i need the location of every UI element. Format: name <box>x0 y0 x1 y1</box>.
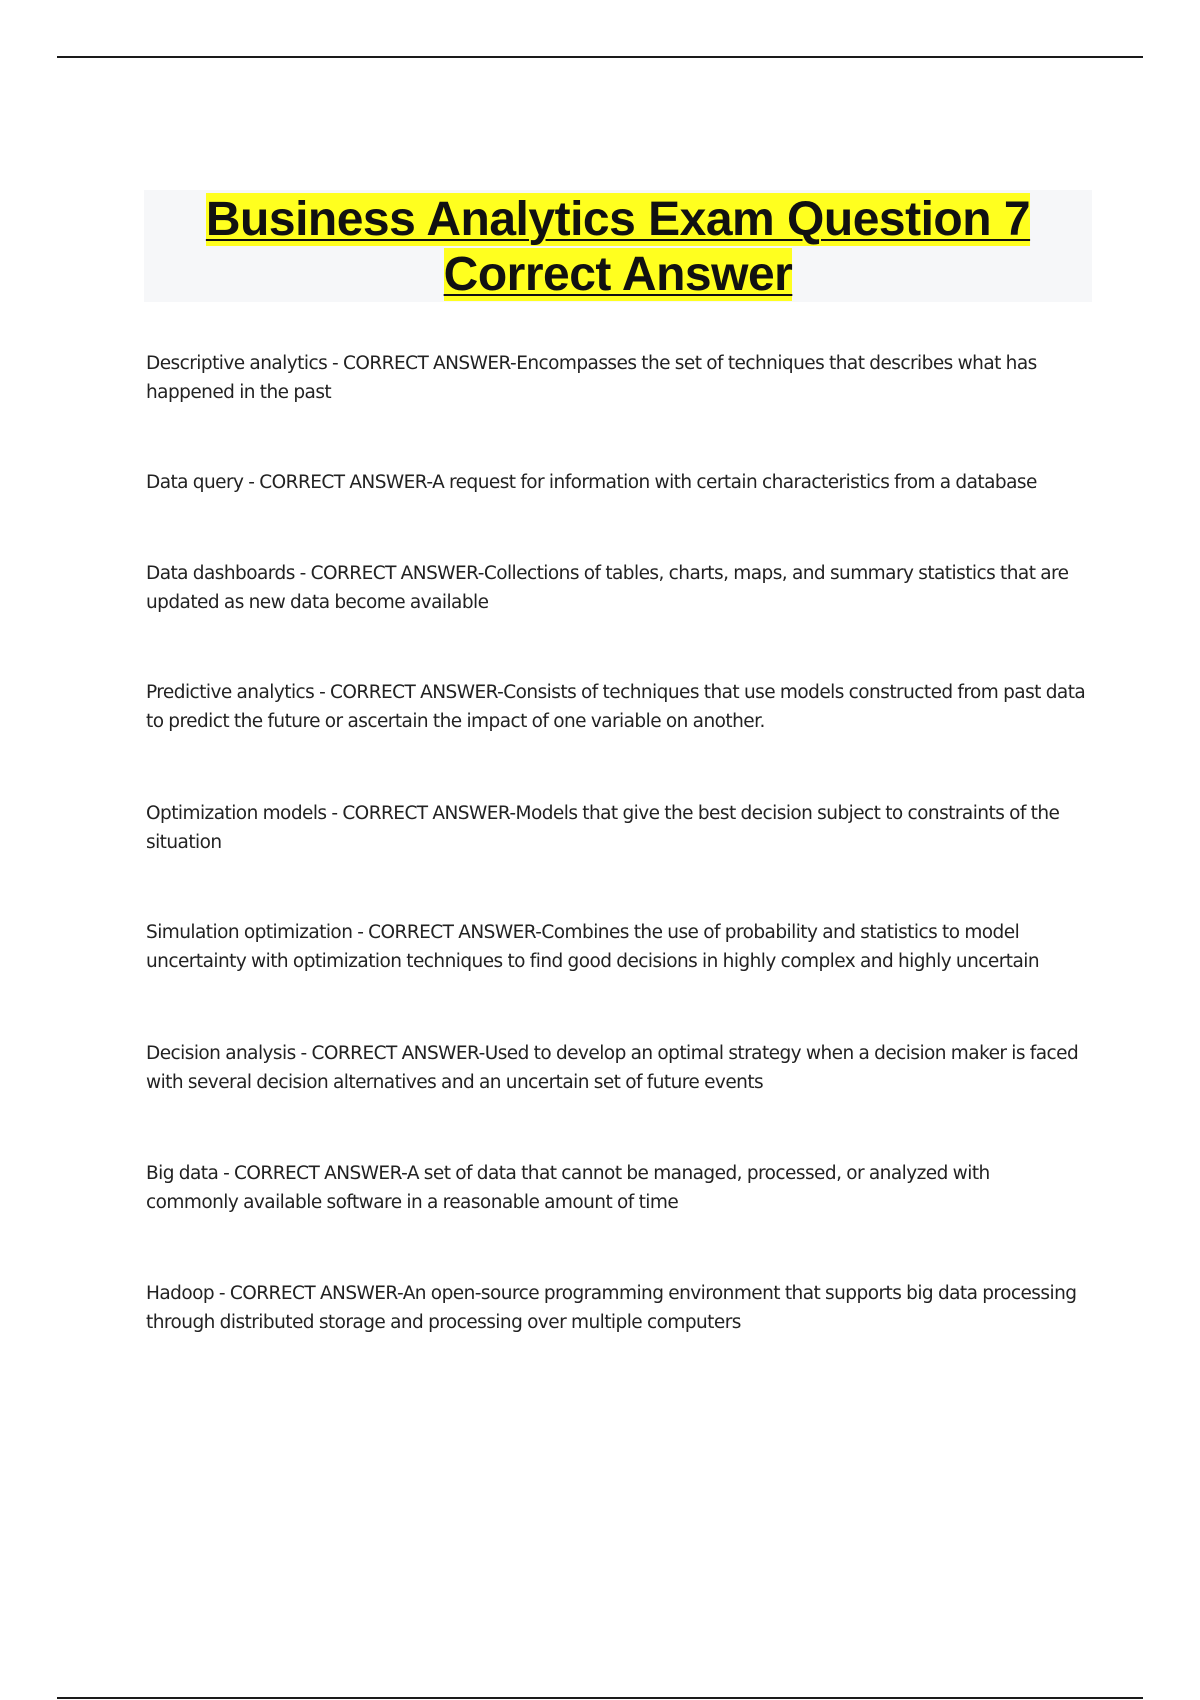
entry-definition: Collections of tables, charts, maps, and summary statistics that are updated as new data become available <box>146 563 1069 613</box>
entry-definition: Used to develop an optimal strategy when a decision maker is faced with several decision alternatives and an uncertain set of future events <box>146 1043 1079 1093</box>
entry-definition: A set of data that cannot be managed, processed, or analyzed with commonly available software in a reasonable amount of time <box>146 1163 990 1213</box>
answer-marker: - CORRECT ANSWER- <box>314 682 504 703</box>
entry-simulation-optimization <box>146 918 1086 976</box>
entry-data-query <box>146 468 1086 497</box>
bottom-rule <box>57 1697 1143 1699</box>
answer-marker: - CORRECT ANSWER- <box>295 1043 485 1064</box>
entry-optimization-models <box>146 799 1086 857</box>
answer-marker: - CORRECT ANSWER- <box>294 563 484 584</box>
top-rule <box>57 56 1143 58</box>
entry-term: Big data <box>146 1163 219 1184</box>
entry-definition: Combines the use of probability and statistics to model uncertainty with optimization techniques to find good decisions in highly complex and highly uncertain <box>146 922 1040 972</box>
entry-data-dashboards <box>146 559 1086 617</box>
answer-marker: - CORRECT ANSWER- <box>352 922 542 943</box>
answer-marker: - CORRECT ANSWER- <box>214 1283 403 1304</box>
entry-decision-analysis <box>146 1039 1086 1097</box>
entry-definition: Models that give the best decision subject to constraints of the situation <box>146 803 1060 853</box>
entry-term: Decision analysis <box>146 1043 296 1064</box>
entry-term: Predictive analytics <box>146 682 315 703</box>
entry-definition: Consists of techniques that use models constructed from past data to predict the future or ascertain the impact of one variable on another. <box>146 682 1086 732</box>
entry-term: Simulation optimization <box>146 922 353 943</box>
entry-hadoop <box>146 1279 1086 1337</box>
entry-term: Optimization models <box>146 803 327 824</box>
entry-definition: An open-source programming environment that supports big data processing through distributed storage and processing over multiple computers <box>146 1283 1077 1333</box>
answer-marker: - CORRECT ANSWER- <box>243 472 433 493</box>
entry-term: Data query <box>146 472 244 493</box>
title-line-1: Business Analytics Exam Question 7 <box>205 193 1031 246</box>
entry-predictive-analytics <box>146 678 1086 736</box>
entry-term: Data dashboards <box>146 563 295 584</box>
entry-definition: Encompasses the set of techniques that describes what has happened in the past <box>146 353 1037 403</box>
answer-marker: - CORRECT ANSWER- <box>327 353 517 374</box>
title-line-2: Correct Answer <box>443 248 793 301</box>
entry-big-data <box>146 1159 1086 1217</box>
entry-definition: A request for information with certain characteristics from a database <box>432 472 1037 493</box>
entry-descriptive-analytics <box>146 349 1086 407</box>
answer-marker: - CORRECT ANSWER- <box>218 1163 407 1184</box>
title-box <box>144 190 1092 302</box>
answer-marker: - CORRECT ANSWER- <box>326 803 516 824</box>
page-title <box>144 190 1092 302</box>
entry-term: Descriptive analytics <box>146 353 328 374</box>
entry-term: Hadoop <box>146 1283 215 1304</box>
